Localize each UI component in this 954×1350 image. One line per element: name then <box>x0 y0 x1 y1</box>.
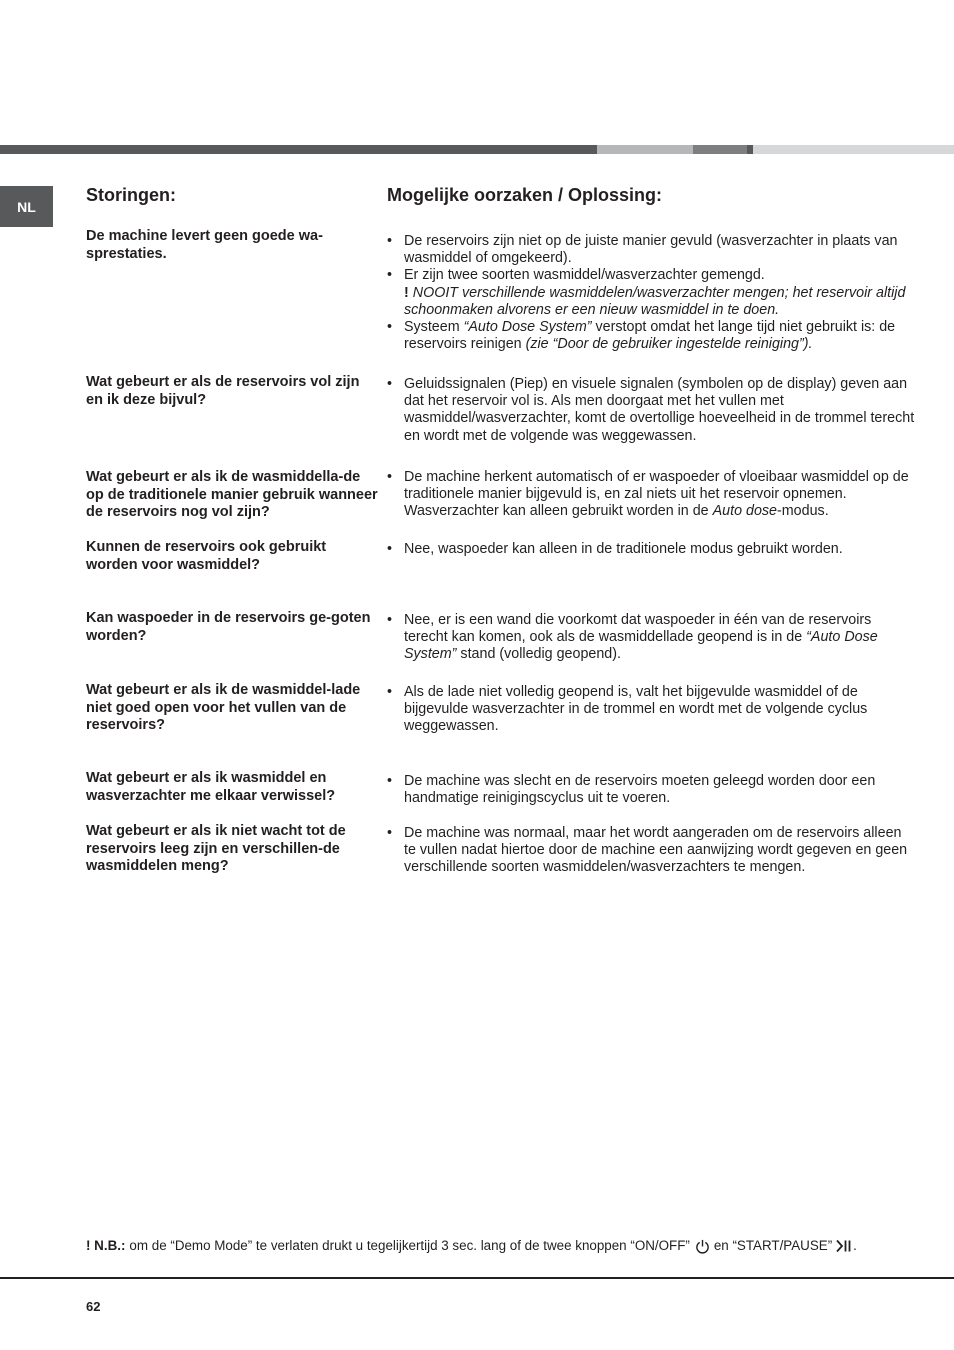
solution-list <box>387 469 917 521</box>
header-color-bar <box>0 145 954 154</box>
solution-item: • Nee, er is een wand die voorkomt dat waspoeder in één van de reservoirs terecht kan komen, ook als de wasmiddellade geopend is in de “Auto Dose System” stand (volledig geopend). <box>387 612 917 664</box>
solution-list <box>387 684 917 736</box>
note-text: . <box>853 1238 857 1253</box>
fault-question: Kunnen de reservoirs ook gebruikt worden voor wasmiddel? <box>86 539 327 573</box>
fault-question: Wat gebeurt er als ik de wasmiddella-de op de traditionele manier gebruik wanneer de reservoirs nog vol zijn? <box>86 469 378 521</box>
language-tab: NL <box>0 186 53 227</box>
header-bar-segment <box>597 145 693 154</box>
solution-item: • De reservoirs zijn niet op de juiste manier gevuld (wasverzachter in plaats van wasmiddel of omgekeerd). <box>387 233 917 267</box>
solution-item: • Als de lade niet volledig geopend is, valt het bijgevulde wasmiddel of de bijgevulde wasverzachter in de trommel en wordt met de volgende cyclus weggewassen. <box>387 684 917 736</box>
column-header-solutions: Mogelijke oorzaken / Oplossing: <box>387 185 663 205</box>
column-header-faults: Storingen: <box>86 185 176 205</box>
warning-mark: ! <box>404 284 409 301</box>
note-label: ! N.B.: <box>86 1238 126 1253</box>
solution-item: • De machine was slecht en de reservoirs moeten geleegd worden door een handmatige reinigingscyclus uit te voeren. <box>387 773 917 807</box>
fault-question: Wat gebeurt er als ik niet wacht tot de reservoirs leeg zijn en verschillen-de wasmiddelen meng? <box>86 823 346 875</box>
solution-item: • De machine was normaal, maar het wordt aangeraden om de reservoirs alleen te vullen nadat hiertoe door de machine een aanwijzing wordt gegeven en geen verschillende soorten wasmiddelen/wasverzachters te mengen. <box>387 825 917 877</box>
fault-question: Kan waspoeder in de reservoirs ge-goten worden? <box>86 610 371 644</box>
demo-mode-note <box>86 1237 857 1255</box>
solution-list <box>387 825 917 877</box>
solution-item: • De machine herkent automatisch of er waspoeder of vloeibaar wasmiddel op de traditionele manier bijgevuld is, en zal niets uit het reservoir opnemen. Wasverzachter kan alleen gebruikt worden in de Auto dose-modus. <box>387 469 917 521</box>
fault-question: Wat gebeurt er als ik wasmiddel en wasverzachter me elkaar verwissel? <box>86 770 336 804</box>
solution-list <box>387 612 917 664</box>
solution-item: • Systeem “Auto Dose System” verstopt omdat het lange tijd niet gebruikt is: de reservoirs reinigen (zie “Door de gebruiker ingestelde reiniging”). <box>387 319 917 353</box>
solution-item: • Er zijn twee soorten wasmiddel/wasverzachter gemengd. ! NOOIT verschillende wasmiddelen/wasverzachter mengen; het reservoir altijd schoonmaken alvorens er een nieuw wasmiddel in te doen. <box>387 267 917 319</box>
power-icon <box>695 1239 710 1254</box>
solution-list <box>387 376 917 445</box>
solution-list <box>387 773 917 807</box>
solution-list <box>387 233 917 353</box>
header-bar-segment <box>0 145 597 154</box>
fault-question: De machine levert geen goede wa-sprestaties. <box>86 228 323 262</box>
solution-item: • Nee, waspoeder kan alleen in de traditionele modus gebruikt worden. <box>387 541 917 558</box>
play-pause-icon <box>836 1239 852 1253</box>
page-number: 62 <box>86 1299 101 1314</box>
note-text: en “START/PAUSE” <box>713 1238 833 1253</box>
solution-item: • Geluidssignalen (Piep) en visuele signalen (symbolen op de display) geven aan dat het reservoir vol is. Als men doorgaat met het vullen met wasmiddel/wasverzachter, komt de overtollige hoeveelheid in de trommel terecht en wordt met de volgende was weggewassen. <box>387 376 917 445</box>
note-text: om de “Demo Mode” te verlaten drukt u tegelijkertijd 3 sec. lang of de twee knoppen “ON/OFF” <box>129 1238 690 1253</box>
footer-rule <box>0 1277 954 1279</box>
warning-text: NOOIT verschillende wasmiddelen/wasverzachter mengen; het reservoir altijd schoonmaken alvorens er een nieuw wasmiddel in te doen. <box>404 284 906 318</box>
header-bar-segment <box>693 145 747 154</box>
fault-question: Wat gebeurt er als de reservoirs vol zijn en ik deze bijvul? <box>86 374 360 408</box>
solution-list <box>387 541 917 558</box>
header-bar-segment <box>753 145 954 154</box>
fault-question: Wat gebeurt er als ik de wasmiddel-lade niet goed open voor het vullen van de reservoirs? <box>86 682 361 734</box>
